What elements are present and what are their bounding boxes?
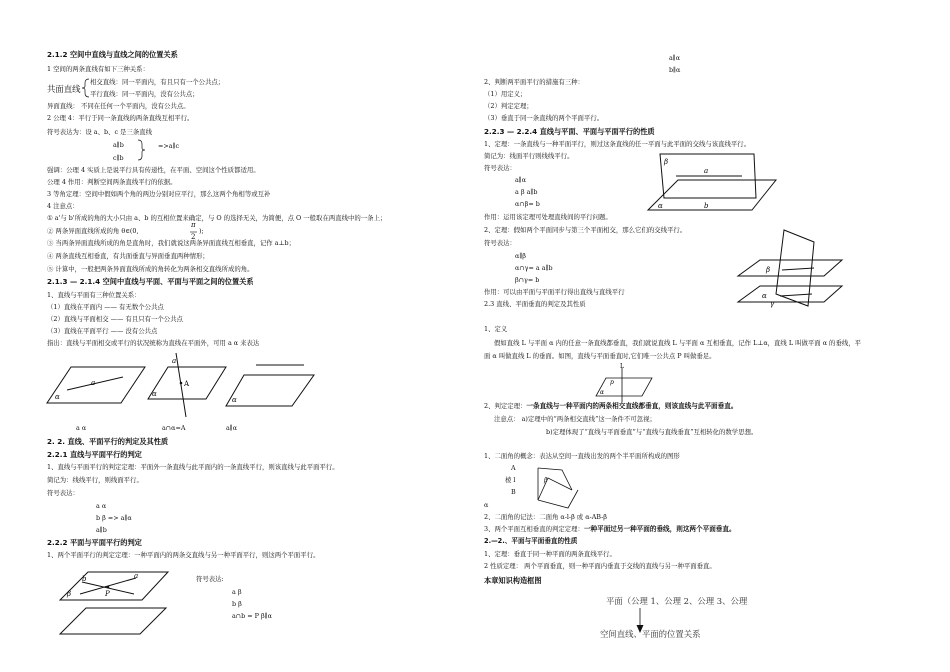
- formula-line: a β a∥b: [515, 188, 538, 196]
- section-2-1-3-title: 2.1.3 — 2.1.4 空间中直线与平面、平面与平面之间的位置关系: [47, 277, 254, 286]
- dihedral-alpha-label: α: [484, 501, 489, 509]
- text-line: 公理 4 作用：判断空间两条直线平行的依据。: [47, 178, 177, 186]
- text-line: [484, 403, 737, 410]
- text-line: ① a'与 b'所成的角的大小只由 a、b 的互相位置来确定，与 O 的选择无关，为简便，点 O 一般取在两直线中的一条上；: [47, 214, 387, 222]
- text-line: 强调：公理 4 实质上是说平行具有传递性，在平面、空间这个性质都适用。: [47, 166, 260, 174]
- perpendicular-theorem-bold: 一种平面过另一种平面的垂线，则这两个平面垂直。: [583, 525, 736, 533]
- line-plane-property-figure: [648, 150, 778, 212]
- text-line: 注意点： a)定理中的“两条相交直线”这一条件不可忽视；: [494, 415, 656, 423]
- formula-line: α∩β= b: [515, 200, 540, 208]
- text-line: （3）垂直于同一条直线的两个平面平行。: [484, 114, 604, 122]
- formula-line: a∥b: [113, 141, 124, 149]
- formula-line: =>a∥c: [158, 142, 180, 150]
- fig-P-label: P: [105, 590, 110, 598]
- figure-caption: a∩α=A: [162, 424, 186, 432]
- text-line: （1）直线在平面内 —— 有无数个公共点: [47, 303, 164, 311]
- text-line: 符号表达：: [484, 164, 516, 172]
- text-line: （2）直线与平面相交 —— 有且只有一个公共点: [47, 315, 183, 323]
- plane-plane-parallel-figure: [60, 568, 170, 633]
- text-line: 相交直线：同一平面内，有且只有一个公共点；: [90, 78, 225, 86]
- formula-line: b β: [232, 600, 242, 608]
- text-line: （1）用定义；: [484, 90, 527, 98]
- text-line: 异面直线： 不同在任何一个平面内，没有公共点。: [47, 102, 190, 110]
- text-line: 作用：可以由平面与平面平行得出直线与直线平行: [484, 288, 625, 296]
- text-line: 2、定理：假如两个平面同步与第三个平面相交，那么它们的交线平行。: [484, 226, 687, 234]
- perpendicular-theorem-label: 3、两个平面互相垂直的判定定理：: [484, 525, 584, 533]
- text-line: 2.3 直线、平面垂直的判定及其性质: [484, 300, 586, 308]
- fig-a-label: a: [704, 167, 709, 175]
- text-line: 3 等角定理：空间中假如两个角的两边分别对应平行，那么这两个角相等或互补: [47, 190, 271, 198]
- text-line: 1 空间的两条直线有如下三种关系：: [47, 65, 149, 73]
- fig-alpha-label: α: [658, 202, 663, 210]
- dihedral-beta-label: β: [544, 477, 548, 484]
- dihedral-point-label: A: [511, 464, 516, 472]
- text-line: 1、定理：一条直线与一种平面平行，则过这条直线的任一平面与此平面的交线与该直线平行。: [484, 140, 751, 148]
- text-line: 2 公理 4：平行于同一条直线的两条直线互相平行。: [47, 114, 194, 122]
- formula-line: b∥α: [669, 66, 681, 74]
- text-line: 1、直线与平面有三种位置关系：: [47, 291, 141, 299]
- three-planes-figure: [738, 228, 848, 308]
- text-line: 2 性质定理： 两个平面垂直，则一种平面内垂直于交线的直线与另一种平面垂直。: [484, 562, 716, 570]
- text-line: 作用：运用该定理可处理直线间的平行问题。: [484, 213, 612, 221]
- figure-caption: a∥α: [226, 424, 238, 432]
- formula-line: b β => a∥α: [96, 514, 132, 522]
- text-line: 符号表达：: [484, 239, 516, 247]
- section-2-2-1-title: 2.2.1 直线与平面平行的判定: [47, 450, 142, 459]
- formula-line: a∥α: [669, 54, 681, 62]
- section-2-2-3-title: 2.2.3 — 2.2.4 直线与平面、平面与平面平行的性质: [484, 127, 655, 136]
- text-line: ② 两条异面直线所成的角 θ∈(0,: [47, 227, 139, 235]
- section-2-2-title: 2. 2. 直线、平面平行的判定及其性质: [47, 437, 169, 446]
- dihedral-point-label: B: [511, 488, 516, 496]
- text-line: 1、定义: [484, 325, 508, 333]
- formula-line: α∩γ= a a∥b: [515, 264, 553, 272]
- fig-b-label: b: [704, 202, 709, 210]
- text-line: );: [199, 227, 204, 235]
- line-in-plane-figure: [47, 363, 147, 408]
- text-line: 简记为：线面平行则线线平行。: [484, 152, 574, 160]
- text-line: b)定理体现了“直线与平面垂直”与“直线与直线垂直”互相转化的数学思想。: [546, 428, 758, 436]
- fig-b-label: b: [82, 575, 87, 583]
- judgment-theorem-label: 2、判定定理：: [484, 402, 527, 410]
- judgment-theorem-bold: 一条直线与一种平面内的两条相交直线都垂直，则该直线与此平面垂直。: [526, 402, 738, 410]
- fig-beta-label: β: [664, 158, 669, 166]
- brace-icon: [137, 139, 147, 161]
- section-2-4-title: 2.—2.、平面与平面垂直的性质: [484, 537, 578, 545]
- section-2-2-2-title: 2.2.2 平面与平面平行的判定: [47, 538, 142, 547]
- text-line: 2、判断两平面平行的措施有三种：: [484, 78, 584, 86]
- framework-box-bottom: 空间直线、平面的位置关系: [600, 629, 701, 639]
- text-line: ③ 当两条异面直线所成的角是直角时，我们就说这两条异面直线互相垂直，记作 a⊥b；: [47, 239, 296, 247]
- text-line: ⑤ 计算中，一般把两条异面直线所成的角转化为两条相交直线所成的角。: [47, 265, 254, 273]
- text-line: 4 注意点：: [47, 202, 79, 210]
- text-line: 符号表达:: [196, 575, 224, 583]
- line-perpendicular-plane-figure: [596, 364, 656, 404]
- chapter-framework-title: 本章知识构造框图: [484, 576, 542, 585]
- fig-gamma-label: γ: [770, 300, 775, 308]
- dihedral-edge-label: 棱 l: [505, 476, 516, 484]
- text-line: [484, 526, 736, 533]
- text-line: 符号表达为：设 a、b、c 是三条直线: [47, 128, 153, 136]
- fig-alpha-label: α: [762, 292, 767, 300]
- text-line: 1、定理：垂直于同一种平面的两条直线平行。: [484, 550, 616, 558]
- fig-p-label: p: [610, 379, 614, 386]
- formula-line: a β: [232, 588, 242, 596]
- formula-line: β∩γ= b: [515, 276, 540, 284]
- framework-box-top: 平面（公理 1、公理 2、公理 3、公理: [606, 596, 748, 606]
- text-line: 平行直线：同一平面内，没有公共点；: [90, 90, 199, 98]
- text-line: （3）直线在平面平行 —— 没有公共点: [47, 327, 158, 335]
- formula-line: a∥α: [515, 176, 527, 184]
- formula-line: a∥b: [96, 526, 107, 534]
- text-line: 简记为：线线平行，则线面平行。: [47, 476, 143, 484]
- fig-a-label: a: [172, 357, 177, 365]
- fig-L-label: L: [620, 363, 624, 370]
- formula-line: a α: [96, 502, 107, 510]
- fig-alpha-label: α: [152, 390, 157, 398]
- formula-line: a∩b = P β∥α: [232, 612, 272, 620]
- fig-beta-label: β: [766, 266, 771, 274]
- fig-alpha-label: α: [600, 389, 605, 396]
- formula-line: α∥β: [515, 252, 526, 260]
- formula-line: c∥b: [113, 154, 124, 162]
- text-line: 1、二面角的概念：表达从空间一直线出发的两个半平面所构成的图形: [484, 452, 680, 460]
- text-line: 1、两个平面平行的判定定理：一种平面内的两条交直线与另一种平面平行，则这两个平面平行。: [47, 551, 320, 559]
- fig-a-label: a: [91, 379, 96, 387]
- fig-point-A-label: A: [184, 380, 190, 388]
- text-line: 面 α 叫做直线 L 的垂面。如图，直线与平面垂直时,它们唯一公共点 P 叫做垂足。: [484, 352, 716, 360]
- text-line: 1、直线与平面平行的判定定理：平面外一条直线与此平面内的一条直线平行，则该直线与此平面平行。: [47, 463, 339, 471]
- text-line: ④ 两条直线互相垂直，有共面垂直与异面垂直两种情形；: [47, 252, 209, 260]
- text-line: （2）判定定理；: [484, 102, 533, 110]
- fig-beta-label: β: [67, 590, 72, 598]
- coplanar-label: 共面直线: [47, 84, 81, 94]
- figure-caption: a α: [76, 424, 87, 432]
- fig-alpha-label: α: [232, 396, 237, 404]
- text-line: 2、二面角的记法：二面角 α-l-β 或 α-AB-β: [484, 513, 607, 521]
- line-parallel-plane-figure: [226, 362, 316, 407]
- fig-a-label: a: [134, 572, 139, 580]
- section-2-1-2-title: 2.1.2 空间中直线与直线之间的位置关系: [47, 50, 178, 59]
- fraction-top: π: [191, 221, 196, 229]
- text-line: 符号表达：: [47, 489, 79, 497]
- fig-alpha-label: α: [55, 393, 60, 401]
- fraction-bottom: 2: [191, 233, 196, 241]
- text-line: 指出：直线与平面相交或平行的状况统称为直线在平面外，可用 a α 来表达: [47, 339, 260, 347]
- line-intersects-plane-figure: [148, 353, 228, 418]
- text-line: 假如直线 L 与平面 α 内的任意一条直线都垂直，我们就说直线 L 与平面 α 互相垂直，记作 L⊥α，直线 L 叫做平面 α 的垂线，平: [494, 339, 862, 347]
- dihedral-angle-figure: [528, 464, 608, 512]
